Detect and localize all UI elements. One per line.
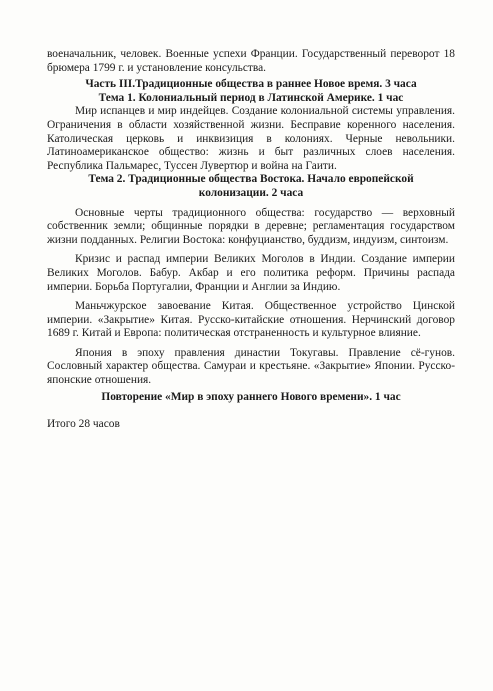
topic-2-paragraph-3: Маньчжурское завоевание Китая. Общественное устройство Цинской империи. «Закрытие» Китая. Русско-китайские отношения. Нерчинский договор 1689 г. Китай и Европа: политическая отстраненность и культурное влияние. (47, 300, 455, 340)
topic-2-heading: Тема 2. Традиционные общества Востока. Начало европейской колонизации. 2 часа (88, 173, 414, 199)
review-heading: Повторение «Мир в эпоху раннего Нового времени». 1 час (101, 390, 401, 403)
topic-2-paragraph-2: Кризис и распад империи Великих Моголов в Индии. Создание империи Великих Моголов. Бабур. Акбар и его политика реформ. Причины распада империи. Борьба Португалии, Франции и Англии за Индию. (47, 253, 455, 293)
intro-paragraph: военачальник, человек. Военные успехи Франции. Государственный переворот 18 брюмера 1799 г. и установление консульства. (47, 48, 455, 74)
total-hours: Итого 28 часов (47, 418, 120, 431)
topic-1-heading: Тема 1. Колониальный период в Латинской Америке. 1 час (98, 91, 404, 104)
topic-2-paragraph-1: Основные черты традиционного общества: государство — верховный собственник земли; общинные порядки в деревне; регламентация государством жизни подданных. Религии Востока: конфуцианство, буддизм, индуизм, синтоизм. (47, 206, 455, 246)
topic-1-paragraph: Мир испанцев и мир индейцев. Создание колониальной системы управления. Ограничения в области хозяйственной жизни. Бесправие коренного населения. Католическая церковь и инквизиция в колониях. Черные невольники. Латиноамериканское общество: жизнь и быт различных слоев населения. Республика Пальмарес, Туссен Лувертюр и война на Гаити. (47, 105, 455, 172)
part-3-heading: Часть III.Традиционные общества в раннее Новое время. 3 часа (85, 78, 417, 91)
topic-2-paragraph-4: Япония в эпоху правления династии Токугавы. Правление сё-гунов. Сословный характер общества. Самураи и крестьяне. «Закрытие» Японии. Русско-японские отношения. (47, 346, 455, 387)
